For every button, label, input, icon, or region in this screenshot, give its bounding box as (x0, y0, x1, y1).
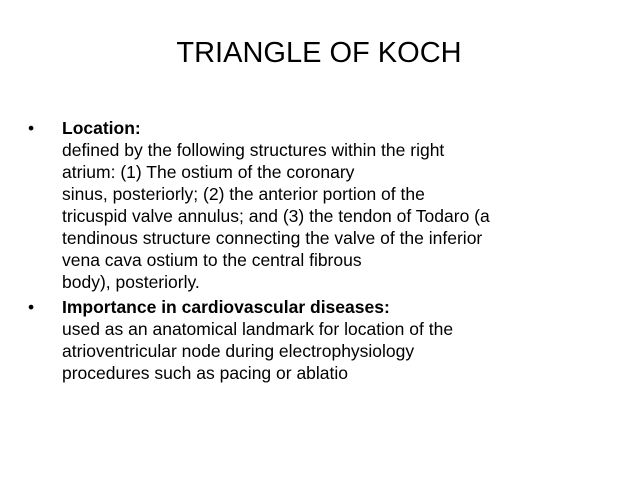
bullet-line: atrium: (1) The ostium of the coronary (62, 162, 355, 182)
bullet-line: tricuspid valve annulus; and (3) the tendon of Todaro (a (62, 206, 490, 226)
bullet-line: sinus, posteriorly; (2) the anterior portion of the (62, 184, 425, 204)
bullet-importance (28, 296, 453, 384)
bullet-line: tendinous structure connecting the valve of the inferior (62, 228, 483, 248)
slide-title: TRIANGLE OF KOCH (176, 37, 462, 69)
bullet-dot-icon: • (28, 118, 35, 138)
bullet-line: body), posteriorly. (62, 272, 200, 292)
bullet-location (28, 117, 490, 293)
bullet-line: atrioventricular node during electrophysiology (62, 341, 415, 361)
bullet-heading: Location: (62, 118, 141, 138)
bullet-line: used as an anatomical landmark for location of the (62, 319, 454, 339)
bullet-line: vena cava ostium to the central fibrous (62, 250, 362, 270)
bullet-heading: Importance in cardiovascular diseases: (62, 297, 390, 317)
bullet-line: defined by the following structures within the right (62, 140, 445, 160)
bullet-dot-icon: • (28, 297, 35, 317)
bullet-line: procedures such as pacing or ablatio (62, 363, 349, 383)
